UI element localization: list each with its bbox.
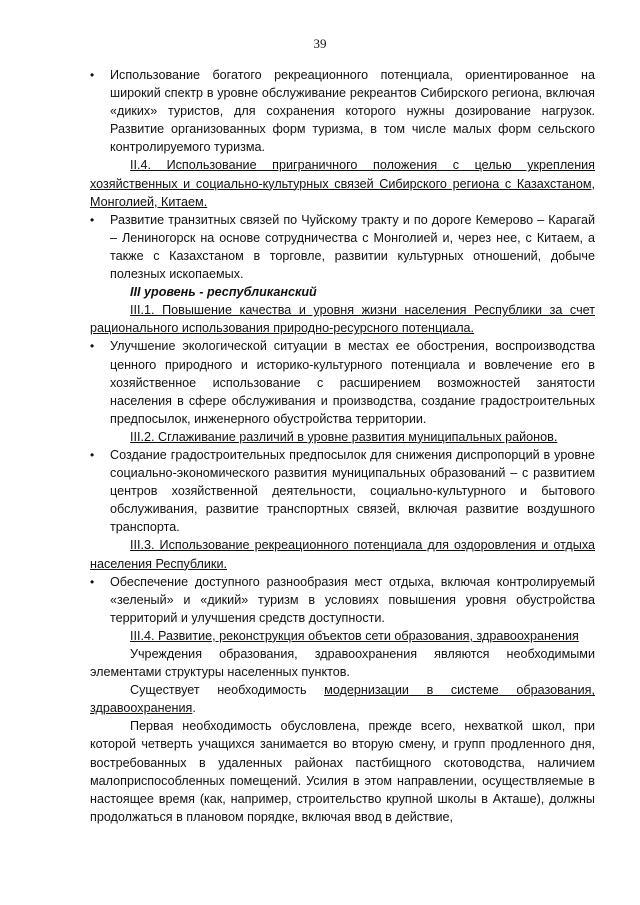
section-heading: III.1. Повышение качества и уровня жизни населения Республики за счет рационального использования природно-ресурсного потенциала.: [90, 303, 595, 336]
bullet-item: [90, 573, 595, 627]
section-heading: III.4. Развитие, реконструкция объектов сети образования, здравоохранения: [130, 628, 579, 643]
bullet-text: Использование богатого рекреационного потенциала, ориентированное на широкий спектр в уровне обслуживание рекреантов Сибирского региона, включая «диких» туристов, для сохранения которого нужны дозирование нагрузок. Развитие организованных форм туризма, в том числе малых форм сельского контролируемого туризма.: [110, 68, 595, 155]
bullet-icon: •: [90, 574, 95, 589]
bullet-text: Создание градостроительных предпосылок для снижения диспропорций в уровне социально-экономического развития муниципальных образований – с развитием центров хозяйственной деятельности, социально-культурного и бытового обслуживания, развитие транспортных связей, включая развитие воздушного транспорта.: [110, 447, 595, 535]
paragraph-text: .: [192, 701, 196, 716]
paragraph: [90, 681, 595, 717]
bullet-text: Обеспечение доступного разнообразия мест отдыха, включая контролируемый «зеленый» и «дикий» туризм в условиях повышения уровня обустройства территорий и улучшения средств доступности.: [110, 574, 595, 625]
underlined-phrase: модернизации в системе образования, здравоохранения: [90, 683, 595, 716]
paragraph: Первая необходимость обусловлена, прежде всего, нехваткой школ, при которой четверть учащихся занимается во вторую смену, и групп продленного дня, востребованных в удаленных районах пастбищного скотоводства, наличием малоприспособленных помещений. Усилия в этом направлении, осуществляемые в настоящее время (как, например, строительство крупной школы в Акташе), должны продолжаться в плановом порядке, включая ввод в действие,: [90, 719, 595, 824]
document-body: [90, 66, 595, 826]
page-number: 39: [313, 36, 327, 51]
bullet-text: Развитие транзитных связей по Чуйскому тракту и по дороге Кемерово – Карагай – Лениногорск на основе сотрудничества с Монголией и, через нее, с Китаем, а также с Казахстаном в торговле, развитии культурных отношений, добыче полезных ископаемых.: [110, 212, 595, 282]
bullet-text: Улучшение экологической ситуации в местах ее обострения, воспроизводства ценного природного и историко-культурного потенциала и вовлечение его в хозяйственное использование с расширением возможностей занятости населения в сфере обслуживания и производства, создание градостроительных предпосылок, инженерного обустройства территории.: [110, 339, 595, 426]
bullet-icon: •: [90, 212, 95, 227]
paragraph: Учреждения образования, здравоохранения являются необходимыми элементами структуры населенных пунктов.: [90, 647, 595, 680]
paragraph-text: Существует необходимость: [130, 683, 325, 698]
bullet-item: [90, 337, 595, 427]
section-heading: III.2. Сглаживание различий в уровне развития муниципальных районов.: [130, 429, 558, 444]
bullet-icon: •: [90, 68, 95, 82]
bullet-item: [90, 211, 595, 283]
bullet-item: [90, 66, 595, 156]
level-title: III уровень - республиканский: [130, 285, 317, 300]
section-heading: III.3. Использование рекреационного потенциала для оздоровления и отдыха населения Республики.: [90, 538, 595, 571]
bullet-icon: •: [90, 447, 95, 462]
bullet-item: [90, 446, 595, 536]
section-heading: II.4. Использование приграничного положения с целью укрепления хозяйственных и социально-культурных связей Сибирского региона с Казахстаном, Монголией, Китаем.: [90, 158, 595, 209]
bullet-icon: •: [90, 339, 95, 354]
